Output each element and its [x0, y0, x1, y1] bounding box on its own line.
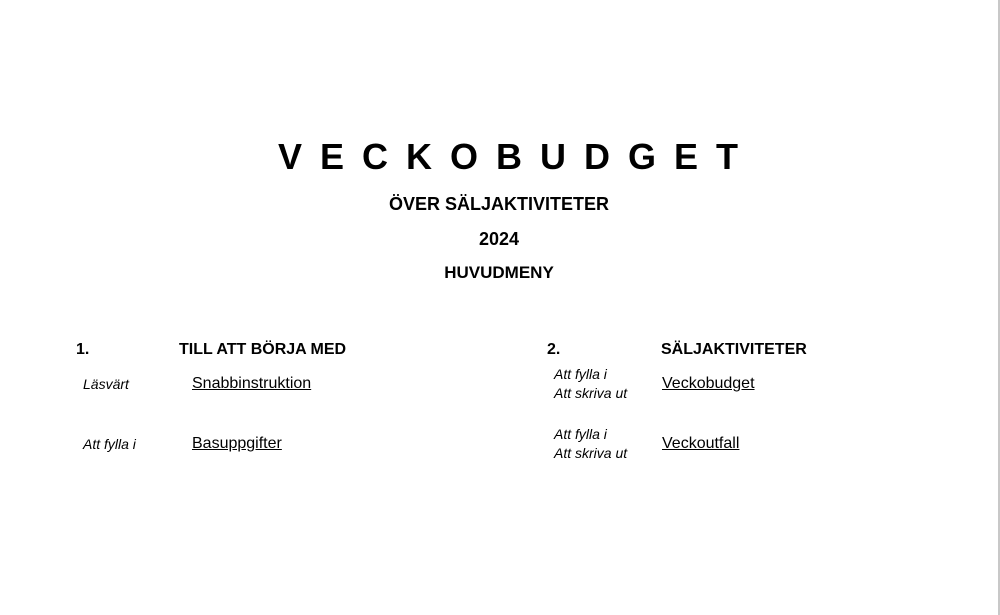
year-label: 2024	[478, 229, 520, 249]
page-subtitle: ÖVER SÄLJAKTIVITETER	[388, 194, 610, 214]
veckoutfall-link[interactable]: Veckoutfall	[662, 435, 740, 452]
section-2-row-1-note-2: Att skriva ut	[554, 385, 628, 401]
section-1-row-1-note: Läsvärt	[83, 376, 129, 392]
section-1-number: 1.	[76, 341, 90, 358]
section-1-title: TILL ATT BÖRJA MED	[179, 341, 347, 358]
section-1-row-2-note: Att fylla i	[83, 436, 136, 452]
section-2-row-2-note-2: Att skriva ut	[554, 445, 628, 461]
section-2-title: SÄLJAKTIVITETER	[661, 341, 807, 358]
section-2-number: 2.	[547, 341, 561, 358]
snabbinstruktion-link[interactable]: Snabbinstruktion	[192, 375, 312, 392]
veckobudget-link[interactable]: Veckobudget	[662, 375, 755, 392]
section-2-row-1-note-1: Att fylla i	[554, 366, 607, 382]
main-menu-heading: HUVUDMENY	[444, 263, 554, 282]
page-title: VECKOBUDGET	[277, 136, 757, 177]
basuppgifter-link[interactable]: Basuppgifter	[192, 435, 282, 452]
section-2-row-2-note-1: Att fylla i	[554, 426, 607, 442]
